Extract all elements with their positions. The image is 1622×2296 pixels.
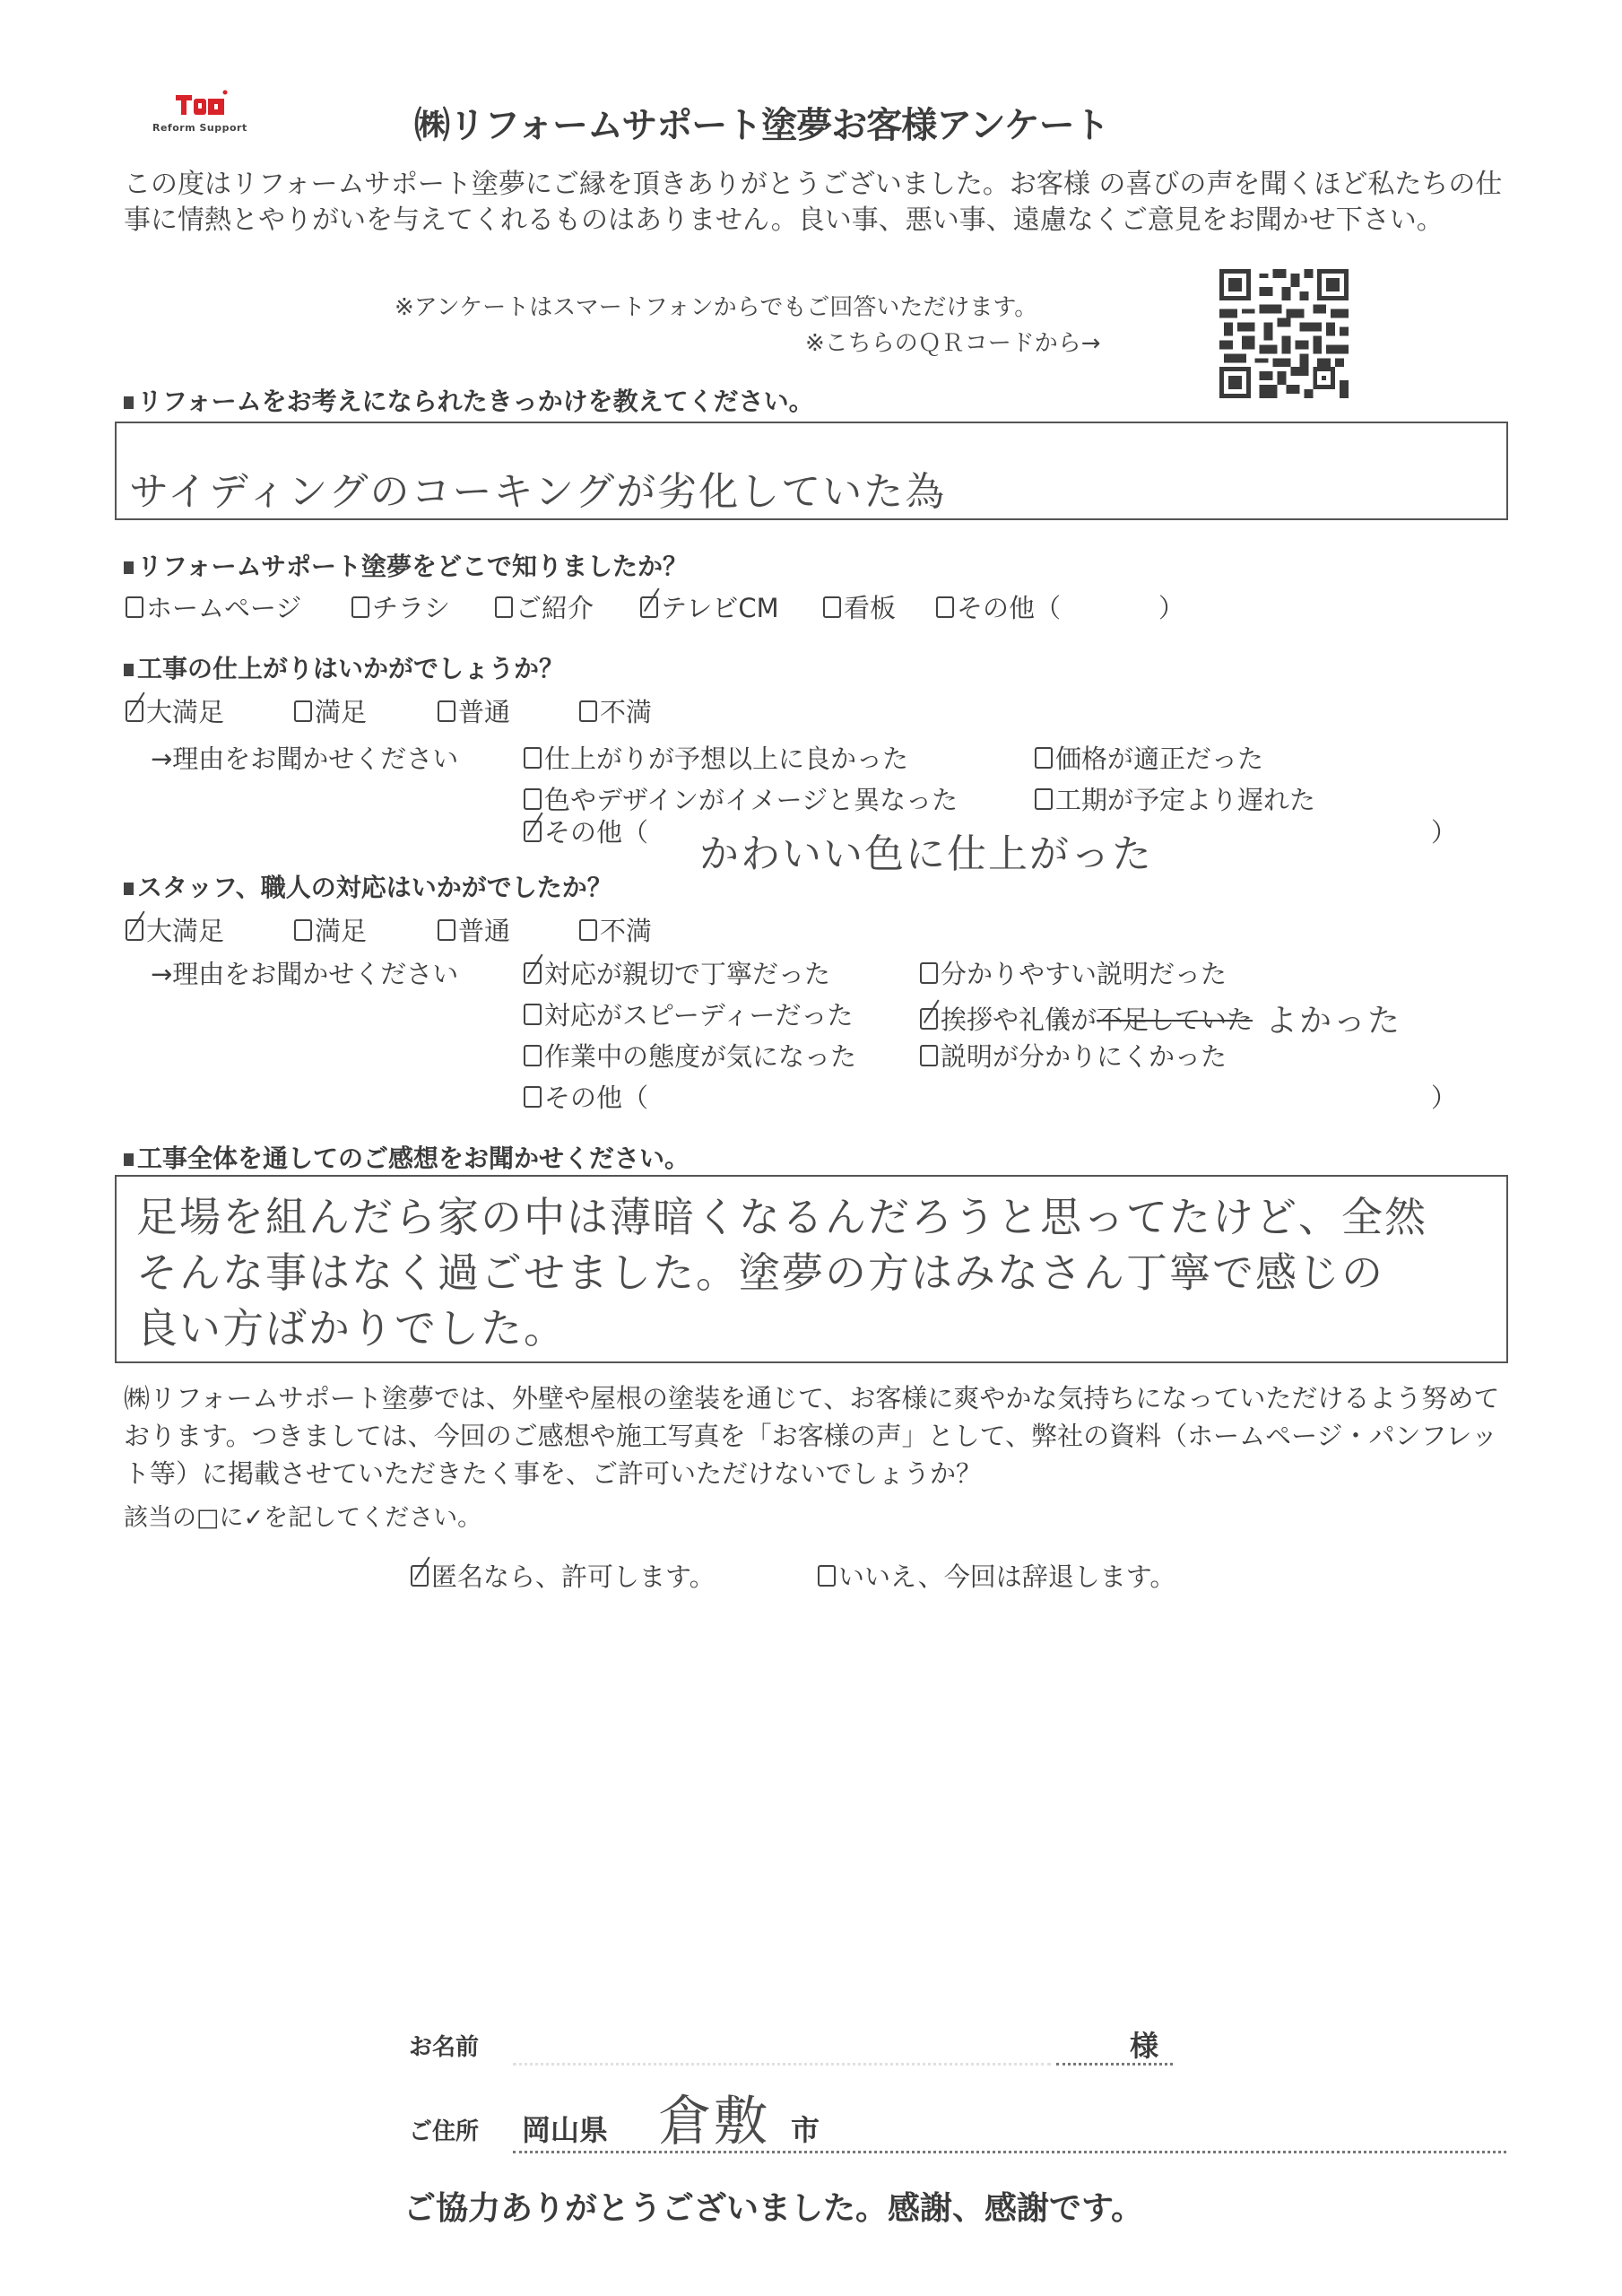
q3-reason-other[interactable] (524, 813, 648, 849)
checkbox[interactable] (524, 788, 542, 810)
checkbox[interactable] (1035, 788, 1053, 810)
address-field[interactable] (513, 2151, 1506, 2153)
logo-subtitle: Reform Support (152, 122, 247, 134)
checkbox[interactable] (579, 700, 597, 722)
option-label: ご紹介 (516, 593, 594, 623)
checkbox[interactable] (495, 596, 513, 618)
option-label: いいえ、今回は辞退します。 (838, 1561, 1176, 1592)
q4-reason-prompt: →理由をお聞かせください (151, 959, 459, 989)
q4-reason-unclear[interactable] (920, 1037, 1227, 1074)
option-label: その他（ (957, 593, 1062, 623)
option-label: 対応がスピーディーだった (544, 1000, 854, 1031)
q5-question (124, 1139, 690, 1175)
bullet-icon (124, 664, 134, 676)
q4-reason-manners[interactable] (920, 996, 1401, 1041)
q4-rating-very-satisfied[interactable] (126, 911, 224, 948)
q4-rating-average[interactable] (438, 911, 510, 948)
q4-reason-attitude[interactable] (524, 1037, 856, 1074)
checkbox[interactable] (524, 1045, 542, 1066)
option-label: ホームページ (146, 593, 302, 623)
q3-question-text: 工事の仕上がりはいかがでしょうか？ (137, 654, 565, 683)
q4-other-close: ） (1431, 1083, 1458, 1113)
q3-rating-average[interactable] (438, 692, 510, 729)
q2-option-homepage[interactable] (126, 588, 301, 625)
q4-question-text: スタッフ、職人の対応はいかがでしたか？ (137, 873, 612, 902)
option-label: 色やデザインがイメージと異なった (544, 785, 958, 815)
checkbox[interactable] (524, 1004, 542, 1025)
checkbox[interactable] (1035, 747, 1053, 769)
checkbox-checked[interactable] (126, 700, 143, 722)
checkbox[interactable] (351, 596, 369, 618)
checkbox[interactable] (126, 596, 143, 618)
name-label: お名前 (409, 2034, 480, 2061)
option-label: 仕上がりが予想以上に良かった (544, 744, 909, 774)
option-label: 匿名なら、許可します。 (431, 1561, 716, 1592)
qr-note: ※こちらのＱＲコードから→ (805, 330, 1101, 357)
address-label: ご住所 (409, 2118, 480, 2145)
struck-text: 不足していた (1097, 1004, 1253, 1035)
q3-rating-very-satisfied[interactable] (126, 692, 224, 729)
q5-answer-field[interactable] (115, 1175, 1508, 1363)
q4-question (124, 868, 612, 904)
permission-anonymous-ok[interactable] (411, 1557, 716, 1594)
option-label: 工期が予定より遅れた (1055, 785, 1316, 815)
q5-answer-text (136, 1189, 1427, 1356)
checkbox[interactable] (823, 596, 841, 618)
checkbox[interactable] (438, 700, 455, 722)
option-label: 挨拶や礼儀が (941, 1004, 1097, 1035)
option-label: 看板 (844, 593, 897, 623)
q3-reason-prompt: →理由をお聞かせください (151, 744, 459, 774)
bullet-icon (124, 396, 134, 409)
checkbox-checked[interactable] (524, 962, 542, 984)
answer-line: そんな事はなく過ごせました。塗夢の方はみなさん丁寧で感じの (136, 1248, 1384, 1297)
q3-reason-delayed[interactable] (1035, 780, 1315, 817)
permission-instruction: 該当の□に✓を記してください。 (124, 1504, 482, 1532)
answer-line: 良い方ばかりでした。 (136, 1304, 567, 1352)
q1-question (124, 382, 814, 418)
option-label: 不満 (600, 697, 653, 727)
option-label: 普通 (458, 697, 511, 727)
checkbox-checked[interactable] (920, 1008, 938, 1030)
q5-question-text: 工事全体を通してのご感想をお聞かせください。 (137, 1144, 690, 1173)
intro-text: この度はリフォームサポート塗夢にご縁を頂きありがとうございました。お客様 の喜びの声を聞くほど私たちの仕事に情熱とやりがいを与えてくれるものはありません。良い事、悪い事、遠慮なくご意見をお聞かせ下さい。 (124, 169, 1503, 236)
option-label: 大満足 (146, 916, 225, 946)
q4-rating-satisfied[interactable] (294, 911, 367, 948)
option-label: 満足 (315, 697, 368, 727)
option-label: その他（ (544, 817, 649, 848)
option-label: 満足 (315, 916, 368, 946)
permission-decline[interactable] (818, 1557, 1175, 1594)
q2-option-other[interactable] (936, 588, 1061, 625)
tom-logo-icon (176, 90, 228, 117)
option-label: 大満足 (146, 697, 225, 727)
q1-answer-field[interactable] (115, 422, 1508, 520)
q3-question (124, 649, 564, 685)
q1-answer-text: サイディングのコーキングが劣化していた為 (129, 469, 947, 515)
permission-text: ㈱リフォームサポート塗夢では、外壁や屋根の塗装を通じて、お客様に爽やかな気持ちになっていただけるよう努めております。つきましては、今回のご感想や施工写真を「お客様の声」として、弊社の資料（ホームページ・パンフレット等）に掲載させていただきたく事を、ご許可いただけないでしょうか？ (124, 1383, 1500, 1489)
q4-reason-clear-explanation[interactable] (920, 954, 1227, 991)
checkbox[interactable] (818, 1565, 836, 1587)
checkbox[interactable] (920, 962, 938, 984)
smartphone-note: ※アンケートはスマートフォンからでもご回答いただけます。 (395, 294, 1038, 321)
checkbox[interactable] (294, 700, 312, 722)
name-field[interactable] (513, 2063, 1051, 2066)
survey-title: ㈱リフォームサポート塗夢お客様アンケート (414, 105, 1109, 146)
option-label: チラシ (372, 593, 451, 623)
checkbox[interactable] (524, 1086, 542, 1108)
option-label: 価格が適正だった (1055, 744, 1264, 774)
q3-other-answer: かわいい色に仕上がった (699, 831, 1153, 877)
q2-option-signboard[interactable] (823, 588, 896, 625)
option-label: 対応が親切で丁寧だった (544, 959, 831, 989)
option-label: その他（ (544, 1083, 649, 1113)
option-label: 不満 (600, 916, 653, 946)
checkbox[interactable] (438, 919, 455, 941)
q3-rating-dissatisfied[interactable] (579, 692, 652, 729)
thanks-message: ご協力ありがとうございました。感謝、感謝です。 (403, 2190, 1144, 2227)
city-suffix: 市 (791, 2113, 820, 2147)
q2-other-close: ） (1158, 593, 1185, 623)
checkbox[interactable] (920, 1045, 938, 1066)
option-label: テレビCM (661, 593, 779, 623)
q3-reason-design-differed[interactable] (524, 780, 958, 817)
q3-reason-better-than-expected[interactable] (524, 739, 908, 776)
option-label: 分かりやすい説明だった (941, 959, 1227, 989)
qr-code-icon[interactable] (1219, 269, 1349, 398)
q4-reason-kind-polite[interactable] (524, 954, 830, 991)
checkbox[interactable] (524, 747, 542, 769)
bullet-icon (124, 1153, 134, 1166)
checkbox-checked[interactable] (524, 821, 542, 842)
checkbox-checked[interactable] (126, 919, 143, 941)
q2-question-text: リフォームサポート塗夢をどこで知りましたか？ (137, 552, 689, 581)
option-label: 作業中の態度が気になった (544, 1041, 857, 1072)
checkbox-checked[interactable] (640, 596, 658, 618)
checkbox[interactable] (294, 919, 312, 941)
city-handwritten: 倉敷 (658, 2091, 769, 2153)
q3-reason-fair-price[interactable] (1035, 739, 1263, 776)
q4-reason-other[interactable] (524, 1078, 648, 1115)
q3-other-close: ） (1431, 817, 1458, 848)
q2-option-referral[interactable] (495, 588, 594, 625)
q3-rating-satisfied[interactable] (294, 692, 367, 729)
company-logo (143, 86, 269, 140)
bullet-icon (124, 561, 134, 574)
q1-question-text: リフォームをお考えになられたきっかけを教えてください。 (137, 387, 814, 416)
honorific: 様 (1130, 2029, 1159, 2063)
checkbox[interactable] (936, 596, 954, 618)
bullet-icon (124, 883, 134, 895)
prefecture: 岡山県 (522, 2113, 609, 2147)
q2-option-flyer[interactable] (351, 588, 450, 625)
q2-question (124, 547, 688, 583)
checkbox[interactable] (579, 919, 597, 941)
handwritten-correction: よかった (1265, 1003, 1402, 1039)
q4-reason-speedy[interactable] (524, 996, 854, 1032)
option-label: 説明が分かりにくかった (941, 1041, 1227, 1072)
option-label: 普通 (458, 916, 511, 946)
q4-rating-dissatisfied[interactable] (579, 911, 652, 948)
answer-line: 足場を組んだら家の中は薄暗くなるんだろうと思ってたけど、全然 (136, 1193, 1427, 1241)
q2-option-tvcm[interactable] (640, 588, 779, 625)
checkbox-checked[interactable] (411, 1565, 429, 1587)
